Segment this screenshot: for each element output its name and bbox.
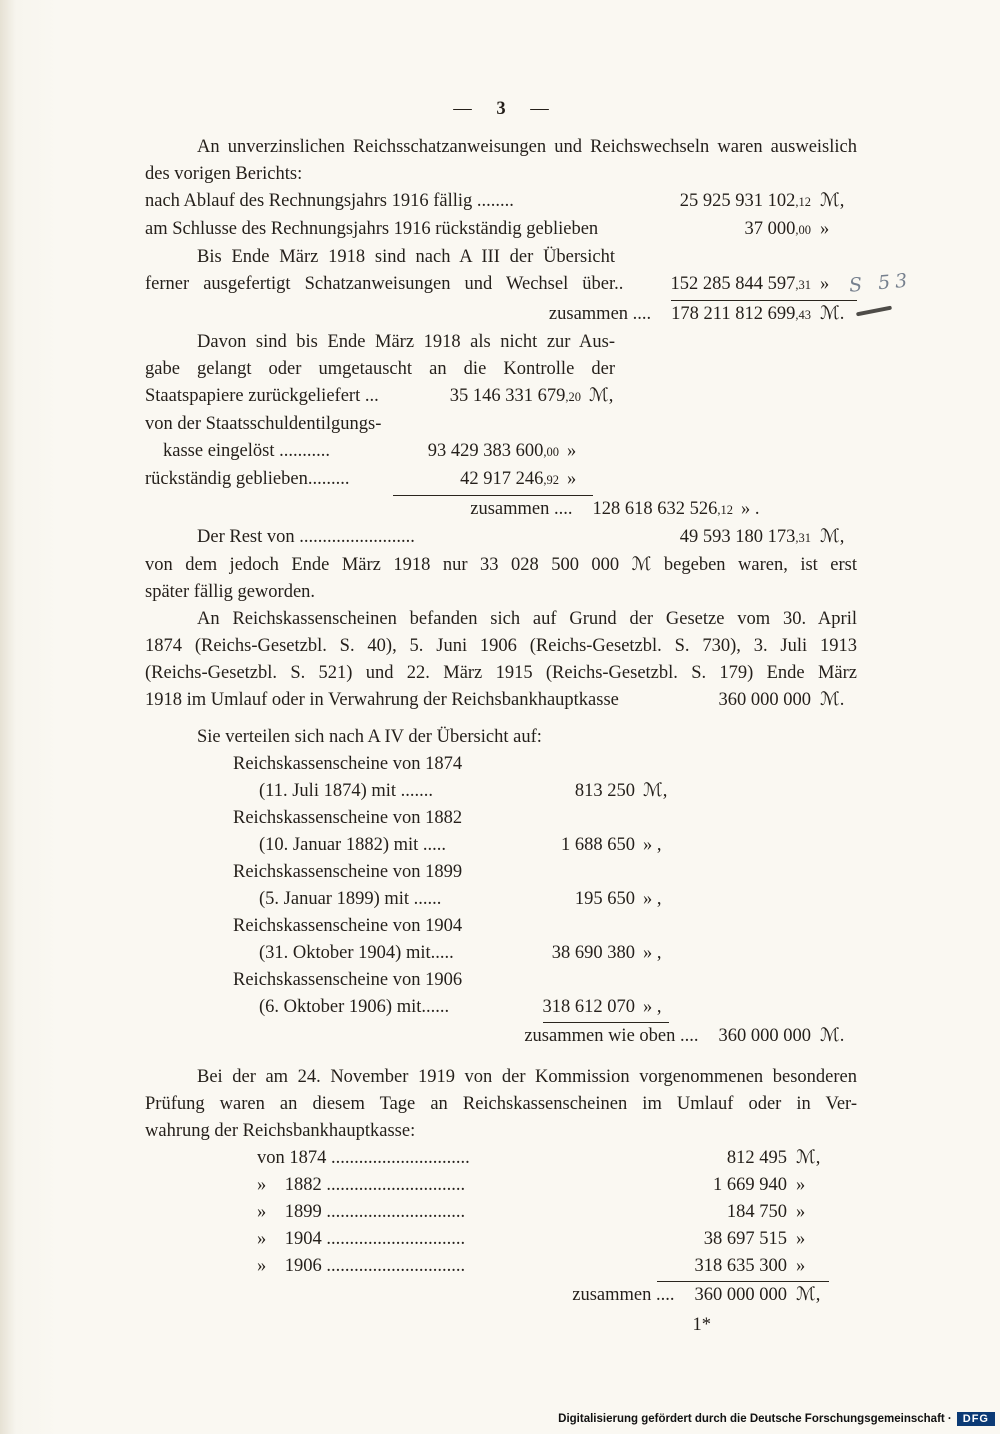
amount-decimals: ,31 xyxy=(795,278,811,292)
amount-value: 38 697 515 xyxy=(703,1229,787,1249)
page-header xyxy=(145,96,857,123)
sum-row xyxy=(145,301,857,329)
paragraph-line: von dem jedoch Ende März 1918 nur 33 028 500 000 ℳ begeben waren, ist erst xyxy=(145,555,857,575)
amount-group-underlined xyxy=(657,1253,829,1282)
row-label: ferner ausgefertigt Schatzanweisungen und Wechsel über.. xyxy=(145,274,624,294)
amount-row xyxy=(145,271,857,301)
amount-row xyxy=(163,438,593,466)
amount-group xyxy=(575,886,669,913)
paragraph-line: (Reichs-Gesetzbl. S. 521) und 22. März 1915 (Reichs-Gesetzbl. S. 179) Ende März xyxy=(145,663,857,683)
paragraph-line: An Reichskassenscheinen befanden sich auf Grund der Gesetze vom 30. April xyxy=(197,609,857,629)
amount-row xyxy=(145,188,857,216)
vertical-gap xyxy=(145,1050,857,1064)
printer-signature-mark: 1* xyxy=(692,1315,711,1335)
sum-row xyxy=(145,1023,857,1050)
list-item-row xyxy=(233,778,669,805)
paragraph-line: 1874 (Reichs-Gesetzbl. S. 40), 5. Juni 1906 (Reichs-Gesetzbl. S. 730), 3. Juli 1913 xyxy=(145,636,857,656)
amount-group xyxy=(680,524,857,552)
list-item-title: Reichskassenscheine von 1904 xyxy=(233,916,463,936)
amount-main: 128 618 632 526 xyxy=(592,499,718,519)
currency-symbol: » , xyxy=(643,997,662,1017)
amount-group xyxy=(575,778,669,805)
paragraph-line: Bei der am 24. November 1919 von der Kommission vorgenommenen besonderen xyxy=(197,1067,857,1087)
row-label: (10. Januar 1882) mit ..... xyxy=(259,835,447,855)
amount-value xyxy=(593,496,734,524)
amount-main: 152 285 844 597 xyxy=(670,274,796,294)
currency-symbol: ℳ, xyxy=(820,527,845,547)
page-content xyxy=(145,96,857,1339)
amount-row xyxy=(145,687,857,714)
handwritten-annotation: S 53 xyxy=(848,269,914,297)
currency-symbol: ℳ, xyxy=(820,191,845,211)
currency-symbol: ℳ, xyxy=(796,1285,821,1305)
amount-group xyxy=(552,940,669,967)
page-number: 3 xyxy=(496,99,506,119)
row-label: am Schlusse des Rechnungsjahrs 1916 rückständig geblieben xyxy=(145,219,599,239)
sum-label: zusammen wie oben .... xyxy=(524,1026,699,1046)
amount-main: 35 146 331 679 xyxy=(449,386,566,406)
dfg-logo: DFG xyxy=(957,1412,995,1426)
amount-main: 93 429 383 600 xyxy=(427,441,544,461)
amount-value: 360 000 000 xyxy=(718,1026,811,1046)
amount-decimals: ,12 xyxy=(795,195,811,209)
amount-group xyxy=(671,301,857,329)
amount-value xyxy=(671,301,811,329)
amount-main: 42 917 246 xyxy=(460,469,544,489)
amount-group xyxy=(450,383,615,411)
currency-symbol: ℳ. xyxy=(820,690,845,710)
amount-value xyxy=(428,438,559,466)
amount-value: 813 250 xyxy=(574,781,635,801)
row-label: » 1906 .............................. xyxy=(257,1256,466,1276)
list-item-row xyxy=(233,940,669,967)
amount-value xyxy=(450,383,581,411)
amount-value: 318 635 300 xyxy=(694,1256,787,1276)
handwritten-dash-mark xyxy=(856,306,892,317)
amount-value: 318 612 070 xyxy=(542,997,635,1017)
digitization-footer xyxy=(558,1412,995,1426)
amount-value: 360 000 000 xyxy=(718,690,811,710)
row-label: (11. Juli 1874) mit ....... xyxy=(259,781,434,801)
list-item-row xyxy=(257,1199,829,1226)
amount-decimals: ,00 xyxy=(795,223,811,237)
list-item-row xyxy=(257,1145,829,1172)
amount-value xyxy=(460,466,559,494)
amount-decimals: ,12 xyxy=(717,503,733,517)
amount-row xyxy=(145,466,593,496)
paragraph-line: Prüfung waren an diesem Tage an Reichskassenscheinen im Umlauf oder in Ver- xyxy=(145,1094,857,1114)
amount-decimals: ,31 xyxy=(795,531,811,545)
amount-value: 184 750 xyxy=(726,1202,787,1222)
amount-main: 37 000 xyxy=(744,219,796,239)
currency-symbol: ℳ. xyxy=(820,1026,845,1046)
amount-group xyxy=(727,1145,829,1172)
paragraph-line: des vorigen Berichts: xyxy=(145,164,303,184)
amount-group-underlined xyxy=(671,271,858,301)
amount-value: 195 650 xyxy=(574,889,635,909)
amount-group-underlined xyxy=(393,466,593,496)
amount-main: 178 211 812 699 xyxy=(671,304,796,324)
currency-symbol: » , xyxy=(643,889,662,909)
list-item-row xyxy=(257,1253,829,1282)
amount-group xyxy=(713,1172,829,1199)
currency-symbol: » xyxy=(796,1175,806,1195)
currency-symbol: » xyxy=(820,274,830,294)
list-item-row xyxy=(233,886,669,913)
list-item-title: Reichskassenscheine von 1874 xyxy=(233,754,463,774)
amount-group-underlined xyxy=(543,994,670,1023)
sum-row xyxy=(257,1282,829,1309)
row-label: Der Rest von ......................... xyxy=(197,527,415,547)
amount-group xyxy=(704,1226,829,1253)
amount-group xyxy=(593,496,768,524)
currency-symbol: ℳ, xyxy=(589,386,614,406)
amount-value: 1 669 940 xyxy=(713,1175,787,1195)
row-label: (6. Oktober 1906) mit...... xyxy=(259,997,450,1017)
amount-decimals: ,20 xyxy=(565,390,581,404)
paragraph-line: später fällig geworden. xyxy=(145,582,316,602)
sum-label: zusammen .... xyxy=(572,1285,675,1305)
amount-value: 38 690 380 xyxy=(551,943,635,963)
amount-group xyxy=(428,438,593,466)
kassenscheine-list xyxy=(233,751,669,1023)
amount-value: 812 495 xyxy=(726,1148,787,1168)
amount-row xyxy=(145,524,857,552)
list-item-row xyxy=(233,994,669,1023)
currency-symbol: » , xyxy=(643,943,662,963)
currency-symbol: » , xyxy=(643,835,662,855)
amount-group xyxy=(680,188,857,216)
row-label: » 1899 .............................. xyxy=(257,1202,466,1222)
amount-group xyxy=(719,1023,858,1050)
amount-value: 1 688 650 xyxy=(561,835,635,855)
amount-row xyxy=(145,216,857,244)
row-label: » 1904 .............................. xyxy=(257,1229,466,1249)
amount-decimals: ,00 xyxy=(543,445,559,459)
paragraph-line: An unverzinslichen Reichsschatzanweisungen und Reichswechseln waren ausweislich xyxy=(197,137,857,157)
currency-symbol: » xyxy=(567,441,577,461)
paragraph-line: Sie verteilen sich nach A IV der Übersicht auf: xyxy=(197,727,542,747)
amount-value xyxy=(671,271,812,299)
list-item-row xyxy=(257,1226,829,1253)
currency-symbol: » xyxy=(567,469,577,489)
header-dash-left: — xyxy=(453,99,472,119)
row-label: (5. Januar 1899) mit ...... xyxy=(259,889,442,909)
sum-label: zusammen .... xyxy=(470,499,573,519)
amount-main: 49 593 180 173 xyxy=(679,527,796,547)
currency-symbol: » xyxy=(820,219,830,239)
paragraph-line: Bis Ende März 1918 sind nach A III der Übersicht xyxy=(197,247,615,267)
amount-group xyxy=(695,1282,830,1309)
pruefung-list xyxy=(257,1145,829,1309)
amount-value xyxy=(680,188,811,216)
currency-symbol: ℳ, xyxy=(643,781,668,801)
digitization-credit-text: Digitalisierung gefördert durch die Deutsche Forschungsgemeinschaft · xyxy=(558,1413,952,1425)
amount-row xyxy=(145,383,615,411)
amount-value xyxy=(745,216,812,244)
row-label: 1918 im Umlauf oder in Verwahrung der Reichsbankhauptkasse xyxy=(145,690,619,710)
vertical-gap xyxy=(145,714,857,724)
list-item-row xyxy=(257,1172,829,1199)
row-label: von 1874 .............................. xyxy=(257,1148,470,1168)
currency-symbol: ℳ, xyxy=(796,1148,821,1168)
row-label: nach Ablauf des Rechnungsjahrs 1916 fällig ........ xyxy=(145,191,514,211)
list-item-row xyxy=(233,832,669,859)
currency-symbol: » . xyxy=(741,499,760,519)
amount-decimals: ,92 xyxy=(543,473,559,487)
row-label: » 1882 .............................. xyxy=(257,1175,466,1195)
row-label: kasse eingelöst ........... xyxy=(163,441,330,461)
currency-symbol: ℳ. xyxy=(820,304,845,324)
row-label: Staatspapiere zurückgeliefert ... xyxy=(145,386,379,406)
amount-group xyxy=(561,832,669,859)
row-label: rückständig geblieben......... xyxy=(145,469,350,489)
currency-symbol: » xyxy=(796,1202,806,1222)
paragraph-line: von der Staatsschuldentilgungs- xyxy=(145,414,382,434)
amount-decimals: ,43 xyxy=(795,308,811,322)
row-label: (31. Oktober 1904) mit..... xyxy=(259,943,454,963)
currency-symbol: » xyxy=(796,1229,806,1249)
sum-label: zusammen .... xyxy=(548,304,652,324)
sum-row xyxy=(145,496,767,524)
header-dash-right: — xyxy=(530,99,549,119)
amount-group xyxy=(745,216,858,244)
currency-symbol: » xyxy=(796,1256,806,1276)
list-item-title: Reichskassenscheine von 1906 xyxy=(233,970,463,990)
amount-group xyxy=(727,1199,829,1226)
amount-value: 360 000 000 xyxy=(694,1285,787,1305)
paragraph-line: wahrung der Reichsbankhauptkasse: xyxy=(145,1121,416,1141)
amount-group xyxy=(719,687,858,714)
paragraph-line: Davon sind bis Ende März 1918 als nicht zur Aus- xyxy=(197,332,615,352)
amount-main: 25 925 931 102 xyxy=(679,191,796,211)
list-item-title: Reichskassenscheine von 1899 xyxy=(233,862,463,882)
amount-value xyxy=(680,524,811,552)
list-item-title: Reichskassenscheine von 1882 xyxy=(233,808,463,828)
paragraph-line: gabe gelangt oder umgetauscht an die Kontrolle der xyxy=(145,359,615,379)
